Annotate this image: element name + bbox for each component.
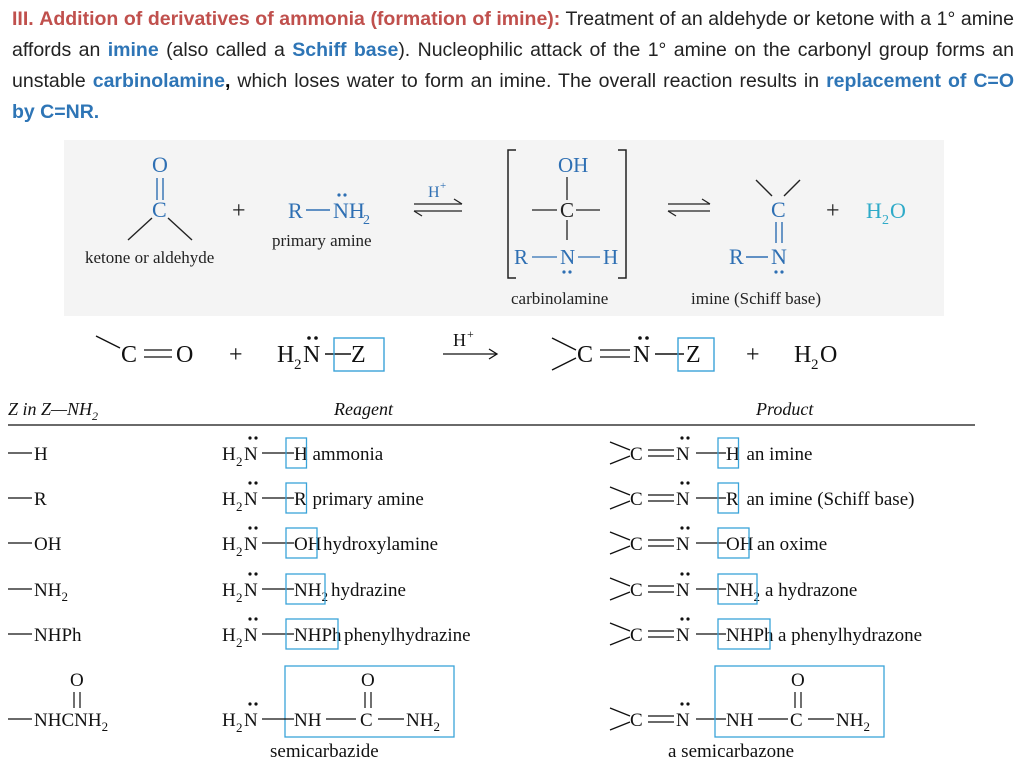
plus-1: + [232,198,246,224]
semicarbazide-label: semicarbazide [270,741,379,762]
svg-text:2: 2 [294,357,302,373]
svg-text:OH: OH [726,534,754,555]
term-replacement: replacement of C=O by C=NR. [12,70,1014,123]
svg-text:N: N [676,534,690,555]
svg-text:C: C [630,710,643,731]
svg-text:R: R [514,245,529,269]
table-header [8,399,814,423]
svg-text:C: C [577,342,594,368]
reagent-group: $NH_2$ [294,580,328,604]
svg-text:C: C [121,342,138,368]
term-carbinolamine: carbinolamine [92,70,225,92]
z-group: $NH_2$ [34,580,68,604]
svg-text:R: R [726,489,739,510]
svg-text:H: H [277,342,295,368]
svg-text:N: N [244,580,258,601]
svg-text:C: C [630,489,643,510]
svg-text:N: N [244,625,258,646]
svg-text:H: H [222,625,236,646]
svg-text:H: H [794,342,812,368]
table-row [8,572,857,605]
reagent-name: ammonia [312,444,384,465]
carbonyl-C: C [152,197,167,222]
svg-text:C: C [630,534,643,555]
table-row [8,436,812,469]
svg-text:H: H [428,184,440,201]
table-row [8,526,827,559]
product-name: an imine (Schiff base) [746,489,915,510]
reagent-name: primary amine [312,489,424,510]
svg-text:Z: Z [351,342,366,368]
svg-text:N: N [771,244,787,269]
header-reagent: Reagent [334,399,393,419]
svg-text:O: O [361,670,375,691]
svg-text:N: N [633,342,651,368]
primary-amine-label: primary amine [272,231,372,250]
svg-text:2: 2 [363,213,370,228]
svg-text:H: H [866,198,882,223]
svg-text:+: + [229,342,243,368]
svg-text:O: O [791,670,805,691]
term-schiff-base: Schiff base [292,39,399,61]
plus-2: + [826,198,840,224]
reagent-group: R [294,489,307,510]
svg-text:H: H [453,330,466,350]
svg-text:NHPh: NHPh [726,625,774,646]
svg-text:N: N [676,489,690,510]
svg-text:2: 2 [236,635,243,650]
svg-text:H: H [222,444,236,465]
svg-text:H: H [603,245,619,269]
intro-text-1: Treatment of an aldehyde or ketone with a 1° amine affords an [12,8,1014,61]
z-group: NHPh [34,625,82,646]
z-group: OH [34,534,62,555]
svg-text:NHCNH2: $NHCNH_2$ [34,710,109,734]
svg-text:Z: Z [686,342,701,368]
svg-text:2: 2 [236,544,243,559]
comma: , [224,70,231,92]
svg-text:O: O [176,342,194,368]
svg-text:C: C [560,198,575,222]
svg-text:N: N [676,444,690,465]
product-name: a hydrazone [765,580,858,601]
svg-text:2: 2 [236,454,243,469]
table-row [8,617,922,650]
svg-text:N: N [244,710,258,731]
reagent-name: hydrazine [331,580,406,601]
intro-text-4: which loses water to form an imine. The overall reaction results in [237,70,820,92]
svg-text:2: 2 [811,357,819,373]
reagent-group: OH [294,534,322,555]
svg-text:2: 2 [236,590,243,605]
svg-text:+: + [746,342,760,368]
svg-text:2: 2 [236,720,243,735]
term-imine: imine [107,39,159,61]
z-group: H [34,444,48,465]
product-name: a phenylhydrazone [778,625,923,646]
svg-text:O: O [890,198,906,223]
svg-text:C: C [771,197,786,222]
imine-label: imine (Schiff base) [691,289,821,308]
carbinolamine-label: carbinolamine [511,289,609,308]
svg-text:R: R [729,244,744,269]
svg-text:+: + [440,180,447,192]
svg-text:O: O [70,670,84,691]
z-group: R [34,489,47,510]
svg-text:NH2: $NH_2$ [406,710,440,734]
reagent-name: phenylhydrazine [344,625,471,646]
svg-text:H: H [222,534,236,555]
svg-text:N: N [303,342,321,368]
svg-text:NH2: $NH_2$ [836,710,870,734]
svg-text:C: C [630,625,643,646]
product-name: an oxime [757,534,828,555]
svg-text:N: N [244,489,258,510]
svg-text:NH: NH [726,710,754,731]
svg-text:H: H [222,489,236,510]
svg-text:H: H [222,710,236,731]
svg-text:R: R [288,198,303,223]
svg-text:N: N [244,444,258,465]
svg-text:N: N [676,710,690,731]
svg-text:C: C [630,580,643,601]
ketone-label: ketone or aldehyde [85,248,215,267]
intro-text-2: (also called a [166,39,285,61]
reagent-name: hydroxylamine [323,534,439,555]
header-product: Product [756,399,814,419]
svg-text:NH: NH [294,710,322,731]
svg-text:+: + [467,327,474,341]
svg-text:N: N [560,245,576,269]
semicarbazone-label: a semicarbazone [668,741,795,762]
table-rows [8,436,922,650]
svg-text:NH2: $NH_2$ [726,580,760,604]
svg-text:H: H [222,580,236,601]
carbonyl-O: O [152,152,168,177]
svg-text:H: H [726,444,740,465]
section-number: III. [12,8,34,30]
section-heading: Addition of derivatives of ammonia (formation of imine): [39,8,561,30]
svg-text:N: N [676,580,690,601]
svg-text:NH: NH [333,198,365,223]
product-name: an imine [746,444,813,465]
svg-text:C: C [790,710,803,731]
svg-text:2: 2 [882,213,889,228]
svg-text:2: 2 [236,499,243,514]
header-z: Z in $Z—NH_2$ [8,399,99,423]
table-row [8,481,914,514]
svg-text:C: C [630,444,643,465]
reagent-group: NHPh [294,625,342,646]
svg-text:C: C [360,710,373,731]
general-equation [96,327,837,373]
reagent-group: H [294,444,308,465]
svg-text:OH: OH [558,153,589,177]
svg-text:N: N [244,534,258,555]
svg-text:N: N [676,625,690,646]
intro-text-3: ). Nucleophilic attack of the 1° amine on the carbonyl group forms an unstable [12,39,1014,92]
table-row-semicarbazide [8,666,884,762]
svg-text:O: O [820,342,838,368]
